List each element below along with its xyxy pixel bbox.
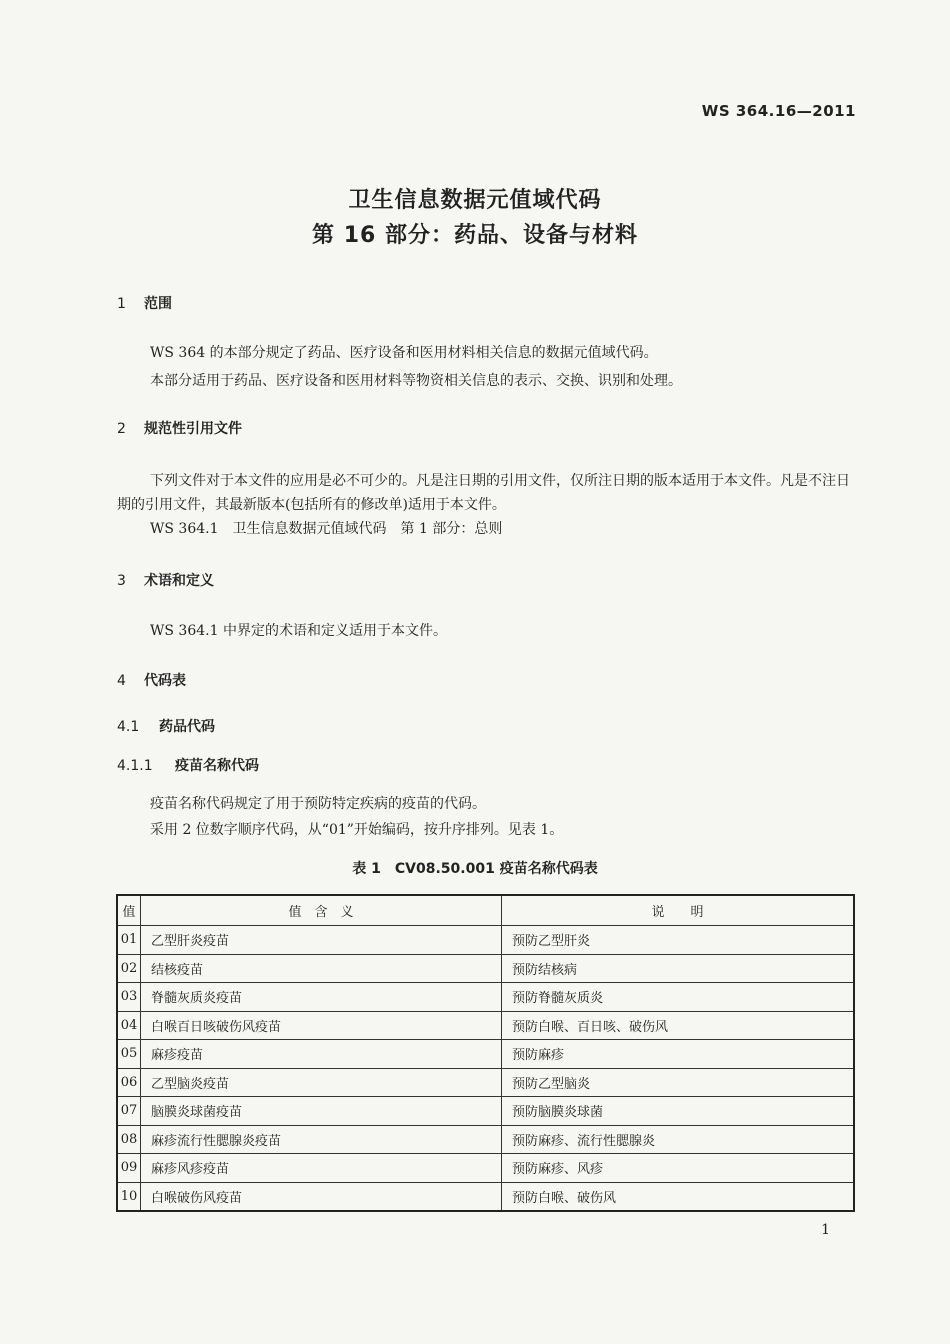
section-2-heading [117, 418, 242, 438]
cell-description: 预防乙型肝炎 [502, 926, 855, 955]
cell-meaning: 乙型肝炎疫苗 [141, 926, 502, 955]
table-row [117, 1040, 854, 1069]
section-4-1-1-paragraph-2: 采用 2 位数字顺序代码，从“01”开始编码，按升序排列。见表 1。 [150, 822, 564, 838]
cell-meaning: 脊髓灰质炎疫苗 [141, 983, 502, 1012]
cell-value: 08 [117, 1125, 141, 1154]
section-title: 代码表 [144, 673, 186, 689]
document-title-line2: 第 16 部分：药品、设备与材料 [312, 223, 638, 248]
cell-description: 预防结核病 [502, 954, 855, 983]
section-4-1-1-heading [117, 755, 259, 775]
table-header-row [117, 895, 854, 926]
cell-value: 05 [117, 1040, 141, 1069]
cell-value: 03 [117, 983, 141, 1012]
table-row [117, 954, 854, 983]
table-row [117, 1097, 854, 1126]
table-row [117, 1182, 854, 1211]
cell-description: 预防白喉、破伤风 [502, 1182, 855, 1211]
table-row [117, 1125, 854, 1154]
section-1-paragraph-1: WS 364 的本部分规定了药品、医疗设备和医用材料相关信息的数据元值域代码。 [150, 345, 658, 361]
section-title: 术语和定义 [144, 573, 214, 589]
section-4-heading [117, 670, 186, 690]
cell-meaning: 白喉破伤风疫苗 [141, 1182, 502, 1211]
section-number: 2 [117, 421, 126, 437]
section-2-paragraph-1: 下列文件对于本文件的应用是必不可少的。凡是注日期的引用文件，仅所注日期的版本适用于本文件。凡是不注日期的引用文件，其最新版本(包括所有的修改单)适用于本文件。 [117, 473, 850, 513]
cell-value: 01 [117, 926, 141, 955]
cell-meaning: 白喉百日咳破伤风疫苗 [141, 1011, 502, 1040]
section-1-heading [117, 293, 172, 313]
cell-description: 预防脊髓灰质炎 [502, 983, 855, 1012]
section-4-1-heading [117, 716, 215, 736]
cell-meaning: 乙型脑炎疫苗 [141, 1068, 502, 1097]
section-title: 药品代码 [159, 719, 215, 735]
section-number: 3 [117, 573, 126, 589]
page-number: 1 [821, 1222, 830, 1238]
cell-meaning: 麻疹疫苗 [141, 1040, 502, 1069]
cell-meaning: 结核疫苗 [141, 954, 502, 983]
cell-value: 06 [117, 1068, 141, 1097]
section-title: 范围 [144, 296, 172, 312]
cell-value: 07 [117, 1097, 141, 1126]
cell-meaning: 脑膜炎球菌疫苗 [141, 1097, 502, 1126]
cell-value: 09 [117, 1154, 141, 1183]
table-row [117, 1154, 854, 1183]
section-3-heading [117, 570, 214, 590]
section-number: 4 [117, 673, 126, 689]
table-row [117, 1068, 854, 1097]
section-2-reference: WS 364.1 卫生信息数据元值域代码 第 1 部分：总则 [150, 521, 503, 537]
cell-value: 04 [117, 1011, 141, 1040]
section-title: 疫苗名称代码 [175, 758, 259, 774]
document-title-line1: 卫生信息数据元值域代码 [348, 188, 602, 213]
section-4-1-1-paragraph-1: 疫苗名称代码规定了用于预防特定疾病的疫苗的代码。 [150, 796, 486, 812]
section-1-paragraph-2: 本部分适用于药品、医疗设备和医用材料等物资相关信息的表示、交换、识别和处理。 [150, 373, 682, 389]
section-number: 4.1.1 [117, 758, 153, 774]
header-description: 说 明 [502, 895, 855, 926]
cell-description: 预防麻疹 [502, 1040, 855, 1069]
cell-description: 预防白喉、百日咳、破伤风 [502, 1011, 855, 1040]
cell-meaning: 麻疹流行性腮腺炎疫苗 [141, 1125, 502, 1154]
section-3-paragraph-1: WS 364.1 中界定的术语和定义适用于本文件。 [150, 623, 447, 639]
document-number: WS 364.16—2011 [701, 102, 856, 120]
vaccine-code-table [116, 894, 855, 1212]
cell-description: 预防麻疹、流行性腮腺炎 [502, 1125, 855, 1154]
table-row [117, 1011, 854, 1040]
cell-meaning: 麻疹风疹疫苗 [141, 1154, 502, 1183]
header-meaning: 值 含 义 [141, 895, 502, 926]
cell-value: 02 [117, 954, 141, 983]
table-caption: 表 1 CV08.50.001 疫苗名称代码表 [352, 861, 598, 877]
cell-value: 10 [117, 1182, 141, 1211]
table-row [117, 983, 854, 1012]
section-title: 规范性引用文件 [144, 421, 242, 437]
section-number: 4.1 [117, 719, 140, 735]
header-value: 值 [117, 895, 141, 926]
cell-description: 预防麻疹、风疹 [502, 1154, 855, 1183]
table-row [117, 926, 854, 955]
cell-description: 预防乙型脑炎 [502, 1068, 855, 1097]
cell-description: 预防脑膜炎球菌 [502, 1097, 855, 1126]
section-number: 1 [117, 296, 126, 312]
